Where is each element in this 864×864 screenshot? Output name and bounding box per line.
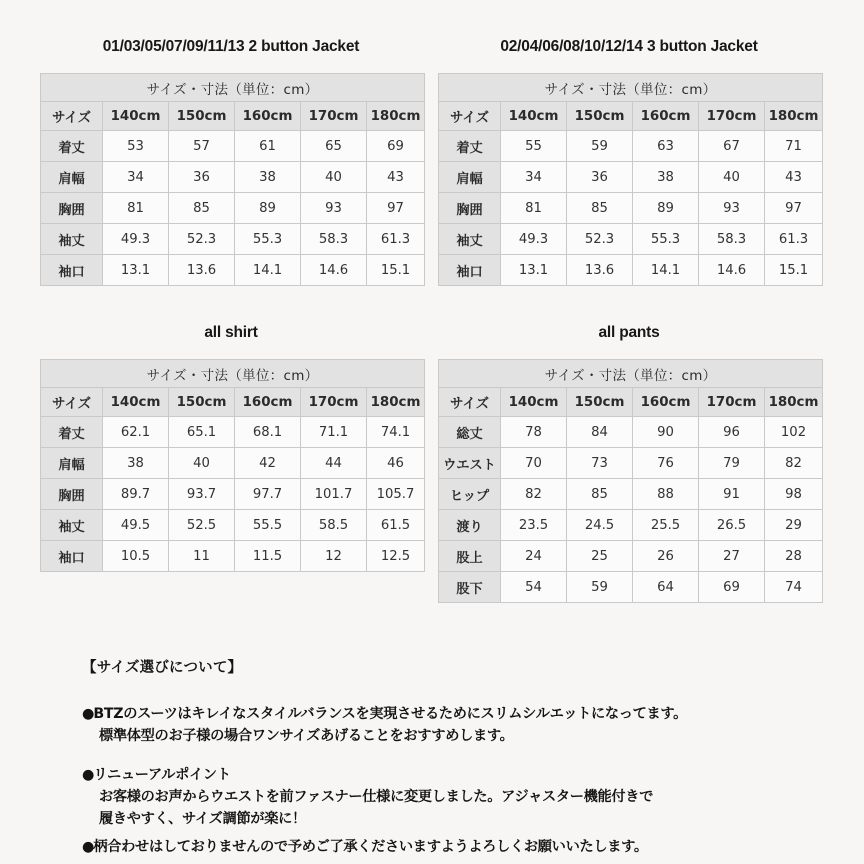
table-cell: 15.1 [367, 255, 425, 286]
table-cell: 59 [567, 572, 633, 603]
table-row [41, 541, 425, 572]
table-cell: 12.5 [367, 541, 425, 572]
table-cell: 89 [235, 193, 301, 224]
table-cell: 73 [567, 448, 633, 479]
table-row [41, 510, 425, 541]
table-cell: 13.1 [501, 255, 567, 286]
row-label: 渡り [439, 510, 501, 541]
table-caption-row [41, 360, 425, 388]
table-cell: 34 [501, 162, 567, 193]
table-row [439, 572, 823, 603]
table-cell: 91 [699, 479, 765, 510]
table-cell: 36 [567, 162, 633, 193]
table-cell: 63 [633, 131, 699, 162]
note-item-renewal-point [82, 764, 802, 830]
table-cell: 38 [103, 448, 169, 479]
table-header-row [41, 388, 425, 417]
row-label: 袖口 [439, 255, 501, 286]
column-header: 140cm [103, 102, 169, 131]
table-caption-row [439, 74, 823, 102]
table-title-pants: all pants [598, 324, 660, 341]
table-row [439, 224, 823, 255]
table-cell: 14.6 [699, 255, 765, 286]
table-cell: 89.7 [103, 479, 169, 510]
table-cell: 84 [567, 417, 633, 448]
table-cell: 81 [103, 193, 169, 224]
table-cell: 25 [567, 541, 633, 572]
table-cell: 43 [765, 162, 823, 193]
table-cell: 38 [235, 162, 301, 193]
row-label: 袖口 [41, 541, 103, 572]
table-cell: 55 [501, 131, 567, 162]
table-cell: 64 [633, 572, 699, 603]
bullet-icon: ● [82, 706, 94, 722]
table-row [41, 448, 425, 479]
table-row [439, 162, 823, 193]
table-cell: 55.3 [235, 224, 301, 255]
table-cell: 13.6 [169, 255, 235, 286]
row-label: 股上 [439, 541, 501, 572]
note-line [82, 764, 802, 786]
table-cell: 98 [765, 479, 823, 510]
row-label: 袖丈 [41, 224, 103, 255]
table-cell: 13.1 [103, 255, 169, 286]
corner-label: サイズ [41, 102, 103, 131]
table-cell: 24 [501, 541, 567, 572]
row-label: 着丈 [41, 417, 103, 448]
table-cell: 58.3 [301, 224, 367, 255]
note-line [82, 703, 802, 725]
column-header: 140cm [501, 388, 567, 417]
notes-heading: 【サイズ選びについて】 [82, 660, 243, 676]
table-cell: 57 [169, 131, 235, 162]
table-row [439, 510, 823, 541]
table-row [41, 193, 425, 224]
table-cell: 53 [103, 131, 169, 162]
table-cell: 65 [301, 131, 367, 162]
row-label: 着丈 [439, 131, 501, 162]
column-header: 150cm [567, 388, 633, 417]
table-cell: 49.3 [501, 224, 567, 255]
row-label: 胸囲 [41, 193, 103, 224]
row-label: 袖丈 [439, 224, 501, 255]
table-cell: 44 [301, 448, 367, 479]
table-cell: 49.5 [103, 510, 169, 541]
column-header: 150cm [169, 102, 235, 131]
column-header: 170cm [699, 102, 765, 131]
table-cell: 68.1 [235, 417, 301, 448]
column-header: 180cm [367, 102, 425, 131]
table-cell: 14.6 [301, 255, 367, 286]
note-text: 柄合わせはしておりませんので予めご了承くださいますようよろしくお願いいたします。 [93, 839, 648, 855]
table-row [439, 255, 823, 286]
table-header-row [41, 102, 425, 131]
table-caption: サイズ・寸法（単位：cm） [439, 74, 823, 102]
table-cell: 93 [301, 193, 367, 224]
table-cell: 69 [367, 131, 425, 162]
table-cell: 61.3 [367, 224, 425, 255]
note-text: BTZのスーツはキレイなスタイルバランスを実現させるためにスリムシルエットになってます。 [93, 706, 688, 722]
table-cell: 81 [501, 193, 567, 224]
table-cell: 46 [367, 448, 425, 479]
table-cell: 24.5 [567, 510, 633, 541]
table-title-shirt: all shirt [204, 324, 258, 341]
table-cell: 25.5 [633, 510, 699, 541]
table-row [439, 193, 823, 224]
table-cell: 97 [367, 193, 425, 224]
table-row [41, 224, 425, 255]
table-caption: サイズ・寸法（単位：cm） [439, 360, 823, 388]
table-cell: 85 [567, 193, 633, 224]
column-header: 160cm [235, 102, 301, 131]
table-cell: 52.5 [169, 510, 235, 541]
table-cell: 11 [169, 541, 235, 572]
table-cell: 34 [103, 162, 169, 193]
table-row [439, 541, 823, 572]
table-header-row [439, 102, 823, 131]
table-block-jacket3 [438, 38, 820, 286]
note-item-slim-silhouette [82, 703, 802, 747]
table-cell: 76 [633, 448, 699, 479]
table-cell: 55.5 [235, 510, 301, 541]
table-cell: 54 [501, 572, 567, 603]
column-header: 140cm [501, 102, 567, 131]
table-cell: 59 [567, 131, 633, 162]
table-cell: 101.7 [301, 479, 367, 510]
table-cell: 36 [169, 162, 235, 193]
table-cell: 10.5 [103, 541, 169, 572]
table-row [439, 479, 823, 510]
table-title-jacket2: 01/03/05/07/09/11/13 2 button Jacket [102, 38, 360, 55]
table-cell: 61.5 [367, 510, 425, 541]
corner-label: サイズ [41, 388, 103, 417]
table-row [439, 417, 823, 448]
table-cell: 102 [765, 417, 823, 448]
corner-label: サイズ [439, 102, 501, 131]
table-cell: 52.3 [169, 224, 235, 255]
column-header: 150cm [169, 388, 235, 417]
table-title-jacket3: 02/04/06/08/10/12/14 3 button Jacket [500, 38, 758, 55]
table-cell: 85 [567, 479, 633, 510]
notes-section [82, 656, 802, 864]
bullet-icon: ● [82, 839, 94, 855]
table-cell: 26 [633, 541, 699, 572]
table-cell: 28 [765, 541, 823, 572]
table-cell: 89 [633, 193, 699, 224]
table-cell: 65.1 [169, 417, 235, 448]
table-cell: 78 [501, 417, 567, 448]
table-cell: 43 [367, 162, 425, 193]
table-cell: 15.1 [765, 255, 823, 286]
row-label: 股下 [439, 572, 501, 603]
table-row [41, 162, 425, 193]
table-cell: 58.5 [301, 510, 367, 541]
table-row [41, 131, 425, 162]
table-cell: 23.5 [501, 510, 567, 541]
column-header: 180cm [765, 388, 823, 417]
note-spacer [82, 753, 802, 764]
table-cell: 58.3 [699, 224, 765, 255]
table-cell: 93.7 [169, 479, 235, 510]
row-label: 肩幅 [41, 162, 103, 193]
table-cell: 93 [699, 193, 765, 224]
table-cell: 29 [765, 510, 823, 541]
note-line: 履きやすく、サイズ調節が楽に！ [99, 811, 306, 827]
column-header: 150cm [567, 102, 633, 131]
row-label: 胸囲 [41, 479, 103, 510]
note-line [82, 836, 802, 858]
table-cell: 69 [699, 572, 765, 603]
table-row [41, 479, 425, 510]
size-table-jacket2 [40, 73, 425, 286]
table-block-jacket2 [40, 38, 422, 286]
table-cell: 26.5 [699, 510, 765, 541]
table-cell: 97.7 [235, 479, 301, 510]
row-label: 肩幅 [41, 448, 103, 479]
table-cell: 14.1 [235, 255, 301, 286]
column-header: 180cm [367, 388, 425, 417]
note-line: 標準体型のお子様の場合ワンサイズあげることをおすすめします。 [99, 728, 514, 744]
table-caption: サイズ・寸法（単位：cm） [41, 74, 425, 102]
size-table-pants [438, 359, 823, 603]
row-label: 胸囲 [439, 193, 501, 224]
size-table-jacket3 [438, 73, 823, 286]
table-cell: 90 [633, 417, 699, 448]
column-header: 180cm [765, 102, 823, 131]
table-caption: サイズ・寸法（単位：cm） [41, 360, 425, 388]
table-cell: 67 [699, 131, 765, 162]
table-row [439, 131, 823, 162]
row-label: 袖丈 [41, 510, 103, 541]
row-label: 袖口 [41, 255, 103, 286]
table-cell: 12 [301, 541, 367, 572]
table-cell: 85 [169, 193, 235, 224]
column-header: 160cm [633, 102, 699, 131]
table-cell: 52.3 [567, 224, 633, 255]
table-cell: 105.7 [367, 479, 425, 510]
table-cell: 97 [765, 193, 823, 224]
corner-label: サイズ [439, 388, 501, 417]
table-cell: 96 [699, 417, 765, 448]
table-cell: 49.3 [103, 224, 169, 255]
table-block-shirt [40, 324, 422, 572]
column-header: 170cm [301, 388, 367, 417]
table-cell: 13.6 [567, 255, 633, 286]
table-cell: 74 [765, 572, 823, 603]
note-text: リニューアルポイント [93, 767, 231, 783]
column-header: 170cm [301, 102, 367, 131]
table-cell: 11.5 [235, 541, 301, 572]
table-cell: 27 [699, 541, 765, 572]
column-header: 140cm [103, 388, 169, 417]
table-caption-row [439, 360, 823, 388]
table-cell: 61.3 [765, 224, 823, 255]
row-label: ウエスト [439, 448, 501, 479]
table-cell: 88 [633, 479, 699, 510]
table-caption-row [41, 74, 425, 102]
table-cell: 40 [301, 162, 367, 193]
table-cell: 38 [633, 162, 699, 193]
column-header: 160cm [235, 388, 301, 417]
row-label: ヒップ [439, 479, 501, 510]
table-cell: 71.1 [301, 417, 367, 448]
table-cell: 82 [765, 448, 823, 479]
table-block-pants [438, 324, 820, 603]
row-label: 総丈 [439, 417, 501, 448]
column-header: 160cm [633, 388, 699, 417]
table-cell: 74.1 [367, 417, 425, 448]
table-cell: 70 [501, 448, 567, 479]
note-item-pattern-matching [82, 836, 802, 858]
table-cell: 62.1 [103, 417, 169, 448]
row-label: 肩幅 [439, 162, 501, 193]
row-label: 着丈 [41, 131, 103, 162]
table-cell: 61 [235, 131, 301, 162]
table-cell: 79 [699, 448, 765, 479]
table-cell: 14.1 [633, 255, 699, 286]
table-cell: 82 [501, 479, 567, 510]
table-row [41, 255, 425, 286]
table-cell: 71 [765, 131, 823, 162]
table-cell: 40 [699, 162, 765, 193]
table-row [41, 417, 425, 448]
table-cell: 42 [235, 448, 301, 479]
table-header-row [439, 388, 823, 417]
table-cell: 40 [169, 448, 235, 479]
table-row [439, 448, 823, 479]
column-header: 170cm [699, 388, 765, 417]
size-table-shirt [40, 359, 425, 572]
table-cell: 55.3 [633, 224, 699, 255]
bullet-icon: ● [82, 767, 94, 783]
note-line: お客様のお声からウエストを前ファスナー仕様に変更しました。アジャスター機能付きで [99, 789, 654, 805]
